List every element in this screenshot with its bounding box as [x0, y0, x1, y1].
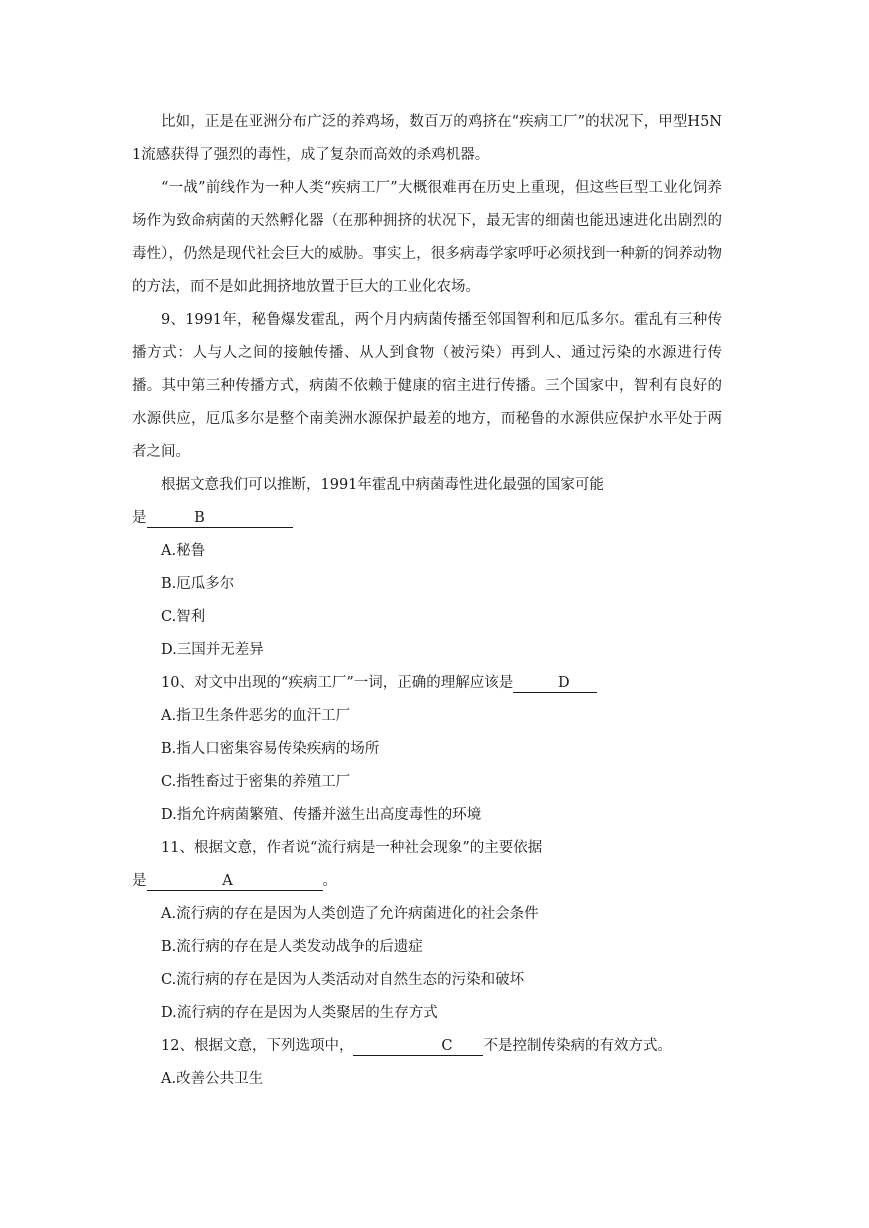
question-10-stem-text: 10、对文中出现的“疾病工厂”一词，正确的理解应该是 — [161, 675, 514, 691]
question-10-answer: D — [557, 675, 570, 691]
question-11-answer: A — [222, 873, 233, 889]
question-11-option-b: B.流行病的存在是人类发动战争的后遗症 — [161, 939, 423, 955]
question-12-option-a: A.改善公共卫生 — [161, 1071, 264, 1087]
question-9-prefix: 是 — [132, 510, 147, 526]
question-12-prefix: 12、根据文意，下列选项中， — [161, 1038, 354, 1054]
question-11-suffix: 。 — [322, 873, 337, 889]
question-11-option-a: A.流行病的存在是因为人类创造了允许病菌进化的社会条件 — [161, 906, 539, 922]
question-11-answer-line — [132, 865, 722, 898]
paragraph-1: 比如，正是在亚洲分布广泛的养鸡场，数百万的鸡挤在“疾病工厂”的状况下，甲型H5N1流感获得了强烈的毒性，成了复杂而高效的杀鸡机器。 — [132, 114, 722, 163]
question-9-answer-line — [132, 502, 722, 535]
question-9-answer-blank — [147, 509, 293, 528]
question-10-option-d: D.指允许病菌繁殖、传播并滋生出高度毒性的环境 — [161, 807, 482, 823]
question-12-stem — [132, 1030, 722, 1063]
paragraph-2: “一战”前线作为一种人类“疾病工厂”大概很难再在历史上重现，但这些巨型工业化饲养场作为致命病菌的天然孵化器（在那种拥挤的状况下，最无害的细菌也能迅速进化出剧烈的毒性），仍然是现代社会巨大的威胁。事实上，很多病毒学家呼吁必须找到一种新的饲养动物的方法，而不是如此拥挤地放置于巨大的工业化农场。 — [132, 180, 722, 295]
question-12-suffix: 不是控制传染病的有效方式。 — [483, 1038, 672, 1054]
question-12-answer-blank — [353, 1037, 483, 1056]
question-9-option-b: B.厄瓜多尔 — [161, 576, 235, 592]
question-9-option-c: C.智利 — [161, 609, 206, 625]
question-9-option-a: A.秘鲁 — [161, 543, 206, 559]
paragraph-3: 9、1991年，秘鲁爆发霍乱，两个月内病菌传播至邻国智利和厄瓜多尔。霍乱有三种传播方式：人与人之间的接触传播、从人到食物（被污染）再到人、通过污染的水源进行传播。其中第三种传播方式，病菌不依赖于健康的宿主进行传播。三个国家中，智利有良好的水源供应，厄瓜多尔是整个南美洲水源保护最差的地方，而秘鲁的水源供应保护水平处于两者之间。 — [132, 312, 722, 460]
question-12-answer: C — [441, 1038, 453, 1054]
question-10-option-b: B.指人口密集容易传染疾病的场所 — [161, 741, 380, 757]
question-9-stem: 根据文意我们可以推断，1991年霍乱中病菌毒性进化最强的国家可能 — [161, 477, 604, 493]
question-11-stem: 11、根据文意，作者说“流行病是一种社会现象”的主要依据 — [161, 840, 543, 856]
question-11-option-d: D.流行病的存在是因为人类聚居的生存方式 — [161, 1005, 438, 1021]
question-9-answer: B — [194, 510, 205, 526]
question-9-option-d: D.三国并无差异 — [161, 642, 264, 658]
question-10-option-c: C.指牲畜过于密集的养殖工厂 — [161, 774, 351, 790]
question-11-prefix: 是 — [132, 873, 147, 889]
question-10-option-a: A.指卫生条件恶劣的血汗工厂 — [161, 708, 351, 724]
question-11-option-c: C.流行病的存在是因为人类活动对自然生态的污染和破坏 — [161, 972, 525, 988]
document-page — [132, 106, 722, 1096]
question-10-stem — [132, 667, 722, 700]
question-10-answer-blank — [513, 674, 597, 693]
question-11-answer-blank — [147, 872, 323, 891]
